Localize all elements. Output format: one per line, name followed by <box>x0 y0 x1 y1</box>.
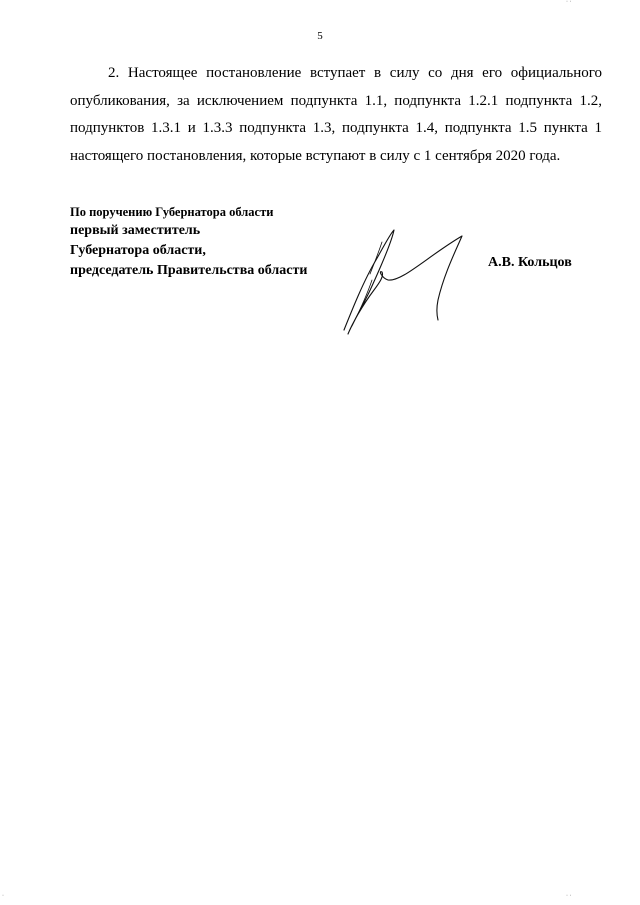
scan-mark-top-right: · · <box>566 0 572 5</box>
signer-name: А.В. Кольцов <box>488 255 572 270</box>
signature-line-position-3: председатель Правительства области <box>70 263 308 278</box>
scan-mark-bottom-right: · · <box>566 893 572 899</box>
signature-line-on-behalf: По поручению Губернатора области <box>70 205 274 219</box>
page-number: 5 <box>317 30 323 42</box>
body-paragraph: 2. Настоящее постановление вступает в силу со дня его официального опубликования, за исключением подпункта 1.1, подпункта 1.2.1 подпункта 1.2, подпунктов 1.3.1 и 1.3.3 подпункта 1.3, подпункта 1.4, подпункта 1.5 пункта 1 настоящего постановления, которые вступают в силу с 1 сентября 2020 года. <box>70 65 602 164</box>
handwritten-signature <box>338 220 478 345</box>
signature-line-position-1: первый заместитель <box>70 223 201 238</box>
signature-line-position-2: Губернатора области, <box>70 243 206 258</box>
scan-mark-bottom-left: · <box>2 893 4 899</box>
